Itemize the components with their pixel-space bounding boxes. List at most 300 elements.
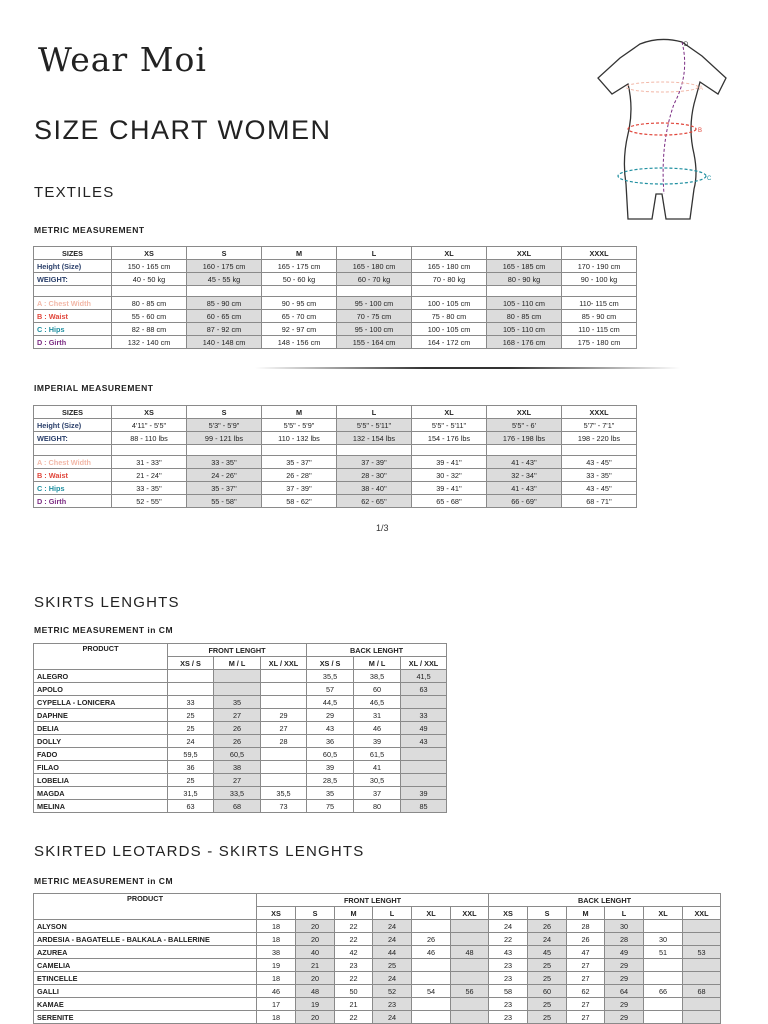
table-cell: 21 - 24'' xyxy=(112,469,187,482)
front-length-cell: 73 xyxy=(261,800,307,813)
size-header: XS xyxy=(489,907,528,920)
back-length-cell xyxy=(644,920,683,933)
table-row xyxy=(34,696,447,709)
front-length-cell: 19 xyxy=(296,998,335,1011)
back-length-cell: 24 xyxy=(489,920,528,933)
front-length-cell xyxy=(451,998,489,1011)
product-name: ARDESIA - BAGATELLE - BALKALA - BALLERINE xyxy=(34,933,257,946)
front-length-cell: 24 xyxy=(373,972,412,985)
table-cell: 100 - 105 cm xyxy=(412,323,487,336)
table-cell: 5'5" - 6' xyxy=(487,419,562,432)
front-length-cell xyxy=(261,696,307,709)
size-header: L xyxy=(373,907,412,920)
table-row xyxy=(34,482,637,495)
table-cell: 45 - 55 kg xyxy=(187,273,262,286)
back-length-cell: 24 xyxy=(528,933,567,946)
table-cell: 105 - 110 cm xyxy=(487,297,562,310)
back-length-cell: 85 xyxy=(401,800,447,813)
back-length-cell: 29 xyxy=(605,959,644,972)
body-measurement-figure xyxy=(590,34,732,224)
back-length-cell: 66 xyxy=(644,985,683,998)
back-length-cell: 37 xyxy=(354,787,401,800)
front-length-header: FRONT LENGHT xyxy=(257,894,489,907)
front-length-cell xyxy=(451,933,489,946)
table-cell: 88 - 110 lbs xyxy=(112,432,187,445)
back-length-cell xyxy=(683,1011,721,1024)
back-length-cell: 28 xyxy=(605,933,644,946)
back-length-cell: 30,5 xyxy=(354,774,401,787)
back-length-cell: 28,5 xyxy=(307,774,354,787)
skirts-subheading: METRIC MEASUREMENT in CM xyxy=(34,625,174,635)
header-cell: XXL xyxy=(487,247,562,260)
front-length-cell: 27 xyxy=(261,722,307,735)
header-cell: M xyxy=(262,247,337,260)
table-cell: 154 - 176 lbs xyxy=(412,432,487,445)
back-length-cell: 62 xyxy=(567,985,605,998)
table-row xyxy=(34,495,637,508)
figure-label-d: D xyxy=(684,42,689,48)
back-length-cell: 23 xyxy=(489,959,528,972)
table-cell: 41 - 43'' xyxy=(487,456,562,469)
table-cell: 31 - 33'' xyxy=(112,456,187,469)
back-length-cell: 39 xyxy=(354,735,401,748)
product-name: CAMELIA xyxy=(34,959,257,972)
table-cell: 95 - 100 cm xyxy=(337,297,412,310)
product-name: ETINCELLE xyxy=(34,972,257,985)
product-name: FADO xyxy=(34,748,168,761)
back-length-cell xyxy=(401,774,447,787)
back-length-cell: 80 xyxy=(354,800,401,813)
front-length-cell: 28 xyxy=(261,735,307,748)
back-length-cell: 23 xyxy=(489,998,528,1011)
back-length-cell xyxy=(683,972,721,985)
table-cell: 90 - 95 cm xyxy=(262,297,337,310)
product-name: MAGDA xyxy=(34,787,168,800)
front-length-cell: 25 xyxy=(168,774,214,787)
back-length-cell xyxy=(644,972,683,985)
back-length-cell: 25 xyxy=(528,1011,567,1024)
back-length-cell: 27 xyxy=(567,959,605,972)
back-length-cell: 27 xyxy=(567,972,605,985)
front-length-cell: 20 xyxy=(296,920,335,933)
back-length-cell: 49 xyxy=(401,722,447,735)
front-length-cell: 20 xyxy=(296,972,335,985)
table-cell: 60 - 70 kg xyxy=(337,273,412,286)
back-length-cell: 29 xyxy=(307,709,354,722)
table-row xyxy=(34,735,447,748)
table-cell: 110 - 132 lbs xyxy=(262,432,337,445)
table-cell: 39 - 41'' xyxy=(412,482,487,495)
header-cell: SIZES xyxy=(34,406,112,419)
table-cell: 68 - 71'' xyxy=(562,495,637,508)
front-length-cell xyxy=(261,670,307,683)
front-length-cell: 25 xyxy=(168,722,214,735)
table-cell: 165 - 180 cm xyxy=(337,260,412,273)
front-length-cell: 68 xyxy=(214,800,261,813)
back-length-cell: 35 xyxy=(307,787,354,800)
size-header: XXL xyxy=(451,907,489,920)
table-cell: 150 - 165 cm xyxy=(112,260,187,273)
front-length-cell: 26 xyxy=(412,933,451,946)
back-length-cell: 60 xyxy=(354,683,401,696)
front-length-cell: 22 xyxy=(335,933,373,946)
table-cell: 80 - 85 cm xyxy=(112,297,187,310)
section-divider xyxy=(255,367,680,369)
brand-logo: Wear Moi xyxy=(38,40,207,79)
spacer-row xyxy=(34,286,637,297)
table-cell: 176 - 198 lbs xyxy=(487,432,562,445)
front-length-cell xyxy=(412,972,451,985)
table-cell: 33 - 35'' xyxy=(187,456,262,469)
back-length-cell: 63 xyxy=(401,683,447,696)
header-cell: M xyxy=(262,406,337,419)
table-cell: 43 - 45'' xyxy=(562,456,637,469)
table-cell: 55 - 58'' xyxy=(187,495,262,508)
front-length-cell xyxy=(214,670,261,683)
table-cell: 41 - 43'' xyxy=(487,482,562,495)
table-row xyxy=(34,709,447,722)
back-length-cell: 30 xyxy=(605,920,644,933)
header-cell: XS xyxy=(112,247,187,260)
table-cell: 70 - 75 cm xyxy=(337,310,412,323)
front-length-cell: 24 xyxy=(373,933,412,946)
table-cell: 87 - 92 cm xyxy=(187,323,262,336)
row-label: C : Hips xyxy=(34,482,112,495)
table-row xyxy=(34,323,637,336)
page-title: SIZE CHART WOMEN xyxy=(34,115,332,145)
front-length-cell: 31,5 xyxy=(168,787,214,800)
table-cell: 30 - 32'' xyxy=(412,469,487,482)
size-header: M / L xyxy=(214,657,261,670)
front-length-cell: 20 xyxy=(296,1011,335,1024)
front-length-cell xyxy=(261,774,307,787)
figure-label-a: A xyxy=(699,86,704,92)
header-cell: L xyxy=(337,406,412,419)
back-length-cell xyxy=(683,998,721,1011)
front-length-cell xyxy=(451,920,489,933)
back-length-cell: 41 xyxy=(354,761,401,774)
spacer-row xyxy=(34,445,637,456)
table-row xyxy=(34,998,721,1011)
size-header: XS xyxy=(257,907,296,920)
front-length-cell: 18 xyxy=(257,933,296,946)
back-length-cell xyxy=(644,959,683,972)
table-cell: 140 - 148 cm xyxy=(187,336,262,349)
front-length-cell: 24 xyxy=(373,1011,412,1024)
front-length-cell: 50 xyxy=(335,985,373,998)
table-cell: 92 - 97 cm xyxy=(262,323,337,336)
table-cell: 24 - 26'' xyxy=(187,469,262,482)
table-cell: 38 - 40'' xyxy=(337,482,412,495)
product-name: DAPHNE xyxy=(34,709,168,722)
front-length-cell: 35,5 xyxy=(261,787,307,800)
table-row xyxy=(34,670,447,683)
front-length-cell: 54 xyxy=(412,985,451,998)
front-length-cell: 18 xyxy=(257,972,296,985)
imperial-heading: IMPERIAL MEASUREMENT xyxy=(34,383,154,393)
leotards-subheading: METRIC MEASUREMENT in CM xyxy=(34,876,174,886)
back-length-cell xyxy=(644,998,683,1011)
back-length-cell: 43 xyxy=(401,735,447,748)
table-row xyxy=(34,946,721,959)
table-row xyxy=(34,683,447,696)
table-cell: 37 - 39'' xyxy=(337,456,412,469)
front-length-cell: 56 xyxy=(451,985,489,998)
front-length-header: FRONT LENGHT xyxy=(168,644,307,657)
table-row xyxy=(34,761,447,774)
table-cell: 65 - 68'' xyxy=(412,495,487,508)
front-length-cell: 35 xyxy=(214,696,261,709)
back-length-cell: 30 xyxy=(644,933,683,946)
front-length-cell: 29 xyxy=(261,709,307,722)
back-length-cell: 35,5 xyxy=(307,670,354,683)
table-cell: 132 - 140 cm xyxy=(112,336,187,349)
table-row xyxy=(34,800,447,813)
back-length-cell: 26 xyxy=(528,920,567,933)
product-name: ALYSON xyxy=(34,920,257,933)
imperial-size-table xyxy=(33,405,637,508)
table-row xyxy=(34,972,721,985)
back-length-cell: 27 xyxy=(567,998,605,1011)
front-length-cell: 24 xyxy=(168,735,214,748)
back-length-cell: 51 xyxy=(644,946,683,959)
back-length-cell xyxy=(683,920,721,933)
front-length-cell xyxy=(451,972,489,985)
table-cell: 5'5" - 5'11" xyxy=(337,419,412,432)
front-length-cell: 40 xyxy=(296,946,335,959)
figure-label-c: C xyxy=(707,176,712,182)
front-length-cell: 22 xyxy=(335,1011,373,1024)
back-length-cell: 26 xyxy=(567,933,605,946)
front-length-cell: 23 xyxy=(373,998,412,1011)
table-cell: 90 - 100 kg xyxy=(562,273,637,286)
front-length-cell: 26 xyxy=(214,735,261,748)
header-cell: S xyxy=(187,406,262,419)
table-row xyxy=(34,985,721,998)
front-length-cell xyxy=(168,683,214,696)
back-length-cell: 27 xyxy=(567,1011,605,1024)
size-header: S xyxy=(296,907,335,920)
back-length-cell: 64 xyxy=(605,985,644,998)
figure-label-b: B xyxy=(698,128,703,134)
back-length-cell xyxy=(683,959,721,972)
back-length-cell: 41,5 xyxy=(401,670,447,683)
back-length-cell: 75 xyxy=(307,800,354,813)
table-cell: 55 - 60 cm xyxy=(112,310,187,323)
back-length-cell: 29 xyxy=(605,998,644,1011)
front-length-cell: 18 xyxy=(257,920,296,933)
product-name: MELINA xyxy=(34,800,168,813)
back-length-cell xyxy=(401,696,447,709)
back-length-cell: 58 xyxy=(489,985,528,998)
back-length-cell: 31 xyxy=(354,709,401,722)
back-length-cell: 38,5 xyxy=(354,670,401,683)
table-row xyxy=(34,469,637,482)
textiles-heading: TEXTILES xyxy=(34,184,115,201)
header-cell: XXL xyxy=(487,406,562,419)
product-name: ALEGRO xyxy=(34,670,168,683)
table-cell: 170 - 190 cm xyxy=(562,260,637,273)
table-cell: 85 - 90 cm xyxy=(562,310,637,323)
size-header: S xyxy=(528,907,567,920)
product-name: GALLI xyxy=(34,985,257,998)
back-length-header: BACK LENGHT xyxy=(307,644,447,657)
table-row xyxy=(34,722,447,735)
table-cell: 5'5" - 5'9" xyxy=(262,419,337,432)
front-length-cell: 22 xyxy=(335,972,373,985)
front-length-cell: 52 xyxy=(373,985,412,998)
table-cell: 35 - 37'' xyxy=(262,456,337,469)
table-cell: 165 - 180 cm xyxy=(412,260,487,273)
table-cell: 50 - 60 kg xyxy=(262,273,337,286)
back-length-cell: 68 xyxy=(683,985,721,998)
header-cell: XS xyxy=(112,406,187,419)
front-length-cell: 22 xyxy=(335,920,373,933)
row-label: Height (Size) xyxy=(34,419,112,432)
front-length-cell: 48 xyxy=(451,946,489,959)
back-length-cell: 43 xyxy=(489,946,528,959)
front-length-cell: 44 xyxy=(373,946,412,959)
metric-heading: METRIC MEASUREMENT xyxy=(34,225,145,235)
size-header: XS / S xyxy=(168,657,214,670)
front-length-cell xyxy=(412,959,451,972)
front-length-cell: 26 xyxy=(214,722,261,735)
front-length-cell: 46 xyxy=(412,946,451,959)
table-row xyxy=(34,336,637,349)
size-header: M xyxy=(335,907,373,920)
back-length-cell: 23 xyxy=(489,972,528,985)
header-cell: XXXL xyxy=(562,406,637,419)
table-row xyxy=(34,920,721,933)
table-cell: 198 - 220 lbs xyxy=(562,432,637,445)
header-cell: SIZES xyxy=(34,247,112,260)
back-length-cell: 46,5 xyxy=(354,696,401,709)
front-length-cell: 23 xyxy=(335,959,373,972)
table-cell: 99 - 121 lbs xyxy=(187,432,262,445)
size-header: XL / XXL xyxy=(261,657,307,670)
table-cell: 75 - 80 cm xyxy=(412,310,487,323)
back-length-cell: 23 xyxy=(489,1011,528,1024)
back-length-cell: 47 xyxy=(567,946,605,959)
table-cell: 32 - 34'' xyxy=(487,469,562,482)
header-cell: XL xyxy=(412,247,487,260)
back-length-cell: 29 xyxy=(605,972,644,985)
front-length-cell: 60,5 xyxy=(214,748,261,761)
front-length-cell: 46 xyxy=(257,985,296,998)
leotards-skirt-length-table xyxy=(33,893,721,1024)
back-length-cell xyxy=(683,933,721,946)
product-name: SERENITE xyxy=(34,1011,257,1024)
row-label: C : Hips xyxy=(34,323,112,336)
skirts-heading: SKIRTS LENGHTS xyxy=(34,594,180,611)
table-cell: 33 - 35'' xyxy=(562,469,637,482)
row-label: Height (Size) xyxy=(34,260,112,273)
product-header: PRODUCT xyxy=(34,894,257,920)
row-label: B : Waist xyxy=(34,310,112,323)
product-name: LOBELIA xyxy=(34,774,168,787)
table-cell: 39 - 41'' xyxy=(412,456,487,469)
header-cell: XXXL xyxy=(562,247,637,260)
table-cell: 43 - 45'' xyxy=(562,482,637,495)
size-header: XXL xyxy=(683,907,721,920)
front-length-cell xyxy=(168,670,214,683)
row-label: WEIGHT: xyxy=(34,273,112,286)
front-length-cell: 38 xyxy=(257,946,296,959)
front-length-cell: 27 xyxy=(214,774,261,787)
row-label: A : Chest Width xyxy=(34,297,112,310)
table-cell: 85 - 90 cm xyxy=(187,297,262,310)
back-length-cell: 61,5 xyxy=(354,748,401,761)
back-length-cell: 57 xyxy=(307,683,354,696)
front-length-cell xyxy=(412,920,451,933)
table-cell: 110- 115 cm xyxy=(562,297,637,310)
front-length-cell xyxy=(261,761,307,774)
table-cell: 5'5" - 5'11" xyxy=(412,419,487,432)
table-cell: 60 - 65 cm xyxy=(187,310,262,323)
table-cell: 4'11" - 5'5" xyxy=(112,419,187,432)
page-number: 1/3 xyxy=(376,523,389,533)
table-cell: 148 - 156 cm xyxy=(262,336,337,349)
back-length-cell: 43 xyxy=(307,722,354,735)
front-length-cell: 21 xyxy=(296,959,335,972)
front-length-cell xyxy=(214,683,261,696)
product-name: FILAO xyxy=(34,761,168,774)
front-length-cell: 27 xyxy=(214,709,261,722)
back-length-cell: 46 xyxy=(354,722,401,735)
front-length-cell: 59,5 xyxy=(168,748,214,761)
table-header-row xyxy=(34,644,447,657)
table-cell: 26 - 28'' xyxy=(262,469,337,482)
back-length-cell: 45 xyxy=(528,946,567,959)
table-cell: 66 - 69'' xyxy=(487,495,562,508)
front-length-cell: 18 xyxy=(257,1011,296,1024)
table-header-row xyxy=(34,894,721,907)
back-length-cell: 22 xyxy=(489,933,528,946)
back-length-cell: 39 xyxy=(307,761,354,774)
row-label: A : Chest Width xyxy=(34,456,112,469)
front-length-cell: 36 xyxy=(168,761,214,774)
table-cell: 37 - 39'' xyxy=(262,482,337,495)
front-length-cell: 48 xyxy=(296,985,335,998)
front-length-cell xyxy=(451,1011,489,1024)
table-cell: 175 - 180 cm xyxy=(562,336,637,349)
table-header-row xyxy=(34,247,637,260)
table-header-row xyxy=(34,406,637,419)
front-length-cell: 21 xyxy=(335,998,373,1011)
product-name: DELIA xyxy=(34,722,168,735)
back-length-cell: 36 xyxy=(307,735,354,748)
back-length-cell xyxy=(644,1011,683,1024)
table-cell: 165 - 185 cm xyxy=(487,260,562,273)
product-name: DOLLY xyxy=(34,735,168,748)
row-label: B : Waist xyxy=(34,469,112,482)
table-cell: 62 - 65'' xyxy=(337,495,412,508)
front-length-cell: 42 xyxy=(335,946,373,959)
table-cell: 160 - 175 cm xyxy=(187,260,262,273)
table-row xyxy=(34,310,637,323)
front-length-cell: 33,5 xyxy=(214,787,261,800)
table-row xyxy=(34,748,447,761)
table-row xyxy=(34,933,721,946)
size-header: XL xyxy=(412,907,451,920)
front-length-cell: 25 xyxy=(373,959,412,972)
row-label: D : Girth xyxy=(34,495,112,508)
product-name: APOLO xyxy=(34,683,168,696)
table-row xyxy=(34,273,637,286)
back-length-cell: 39 xyxy=(401,787,447,800)
header-cell: S xyxy=(187,247,262,260)
back-length-cell: 25 xyxy=(528,972,567,985)
